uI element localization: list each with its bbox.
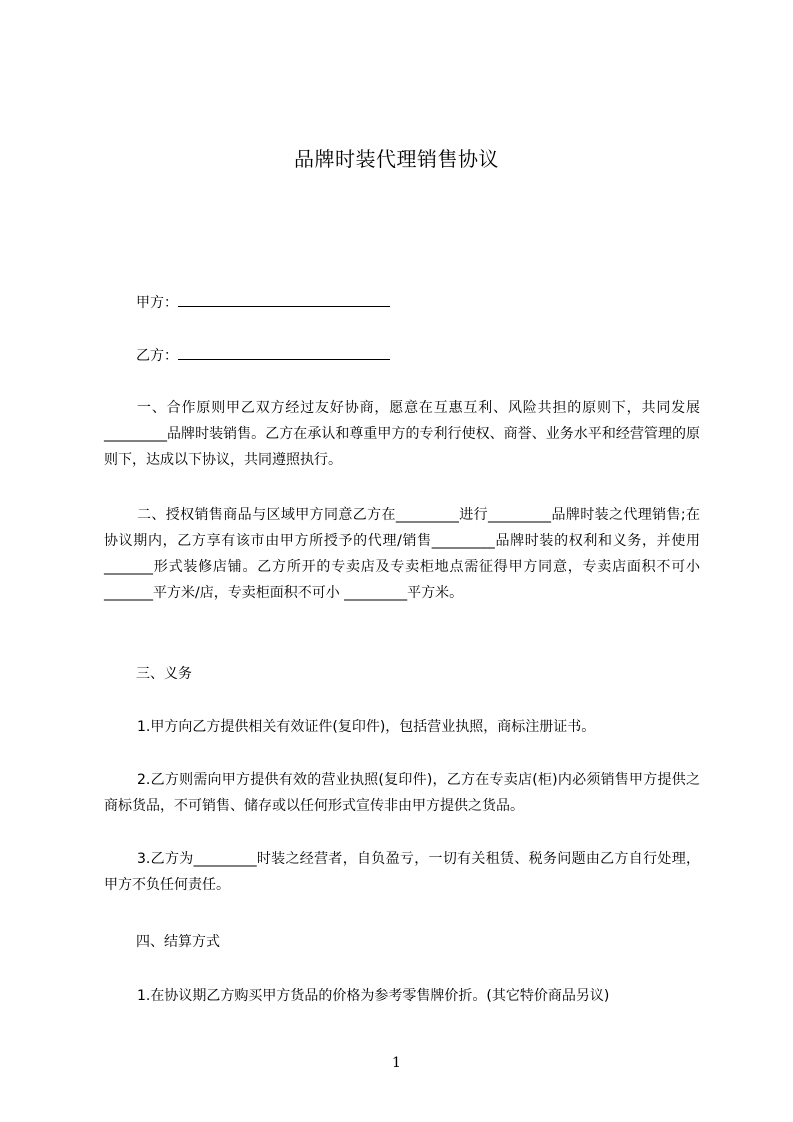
party-a-line (136, 292, 390, 313)
section-2-text: 二、授权销售商品与区域甲方同意乙方在_________进行_________品牌时装之代理销售;在协议期内，乙方享有该市由甲方所授予的代理/销售_________品牌时装的权利和义务，并使用_______形式装修店铺。乙方所开的专卖店及专卖柜地点需征得甲方同意，专卖店面积不可小 _______平方米/店，专卖柜面积不可小 _________平方米。 (104, 507, 714, 601)
party-b-line (136, 345, 390, 366)
section-3-heading: 三、义务 (136, 666, 192, 682)
item-3-2-text: 2.乙方则需向甲方提供有效的营业执照(复印件)，乙方在专卖店(柜)内必须销售甲方提供之商标货品，不可销售、储存或以任何形式宣传非由甲方提供之货品。 (104, 772, 700, 814)
section-1-paragraph (104, 395, 700, 473)
item-3-3-paragraph (104, 846, 700, 898)
section-1-text: 一、合作原则甲乙双方经过友好协商，愿意在互惠互利、风险共担的原则下，共同发展_________品牌时装销售。乙方在承认和尊重甲方的专利行使权、商誉、业务水平和经营管理的原则下，达成以下协议，共同遵照执行。 (104, 400, 700, 468)
page-number: 1 (392, 1055, 401, 1071)
party-b-label: 乙方： (136, 348, 178, 364)
item-3-2-paragraph (104, 767, 700, 819)
item-3-1-paragraph (104, 714, 700, 740)
document-title: 品牌时装代理销售协议 (294, 147, 499, 171)
party-a-blank (178, 292, 390, 307)
section-2-paragraph (104, 502, 714, 606)
item-4-1-text: 1.在协议期乙方购买甲方货品的价格为参考零售牌价折。(其它特价商品另议) (137, 988, 610, 1004)
party-a-label: 甲方： (136, 295, 178, 311)
party-b-blank (178, 345, 390, 360)
item-3-1-text: 1.甲方向乙方提供相关有效证件(复印件)，包括营业执照，商标注册证书。 (137, 719, 596, 735)
section-4-heading: 四、结算方式 (136, 934, 220, 950)
item-3-3-text: 3.乙方为_________时装之经营者，自负盈亏，一切有关租赁、税务问题由乙方自行处理，甲方不负任何责任。 (104, 851, 700, 893)
item-4-1-paragraph (104, 983, 700, 1009)
